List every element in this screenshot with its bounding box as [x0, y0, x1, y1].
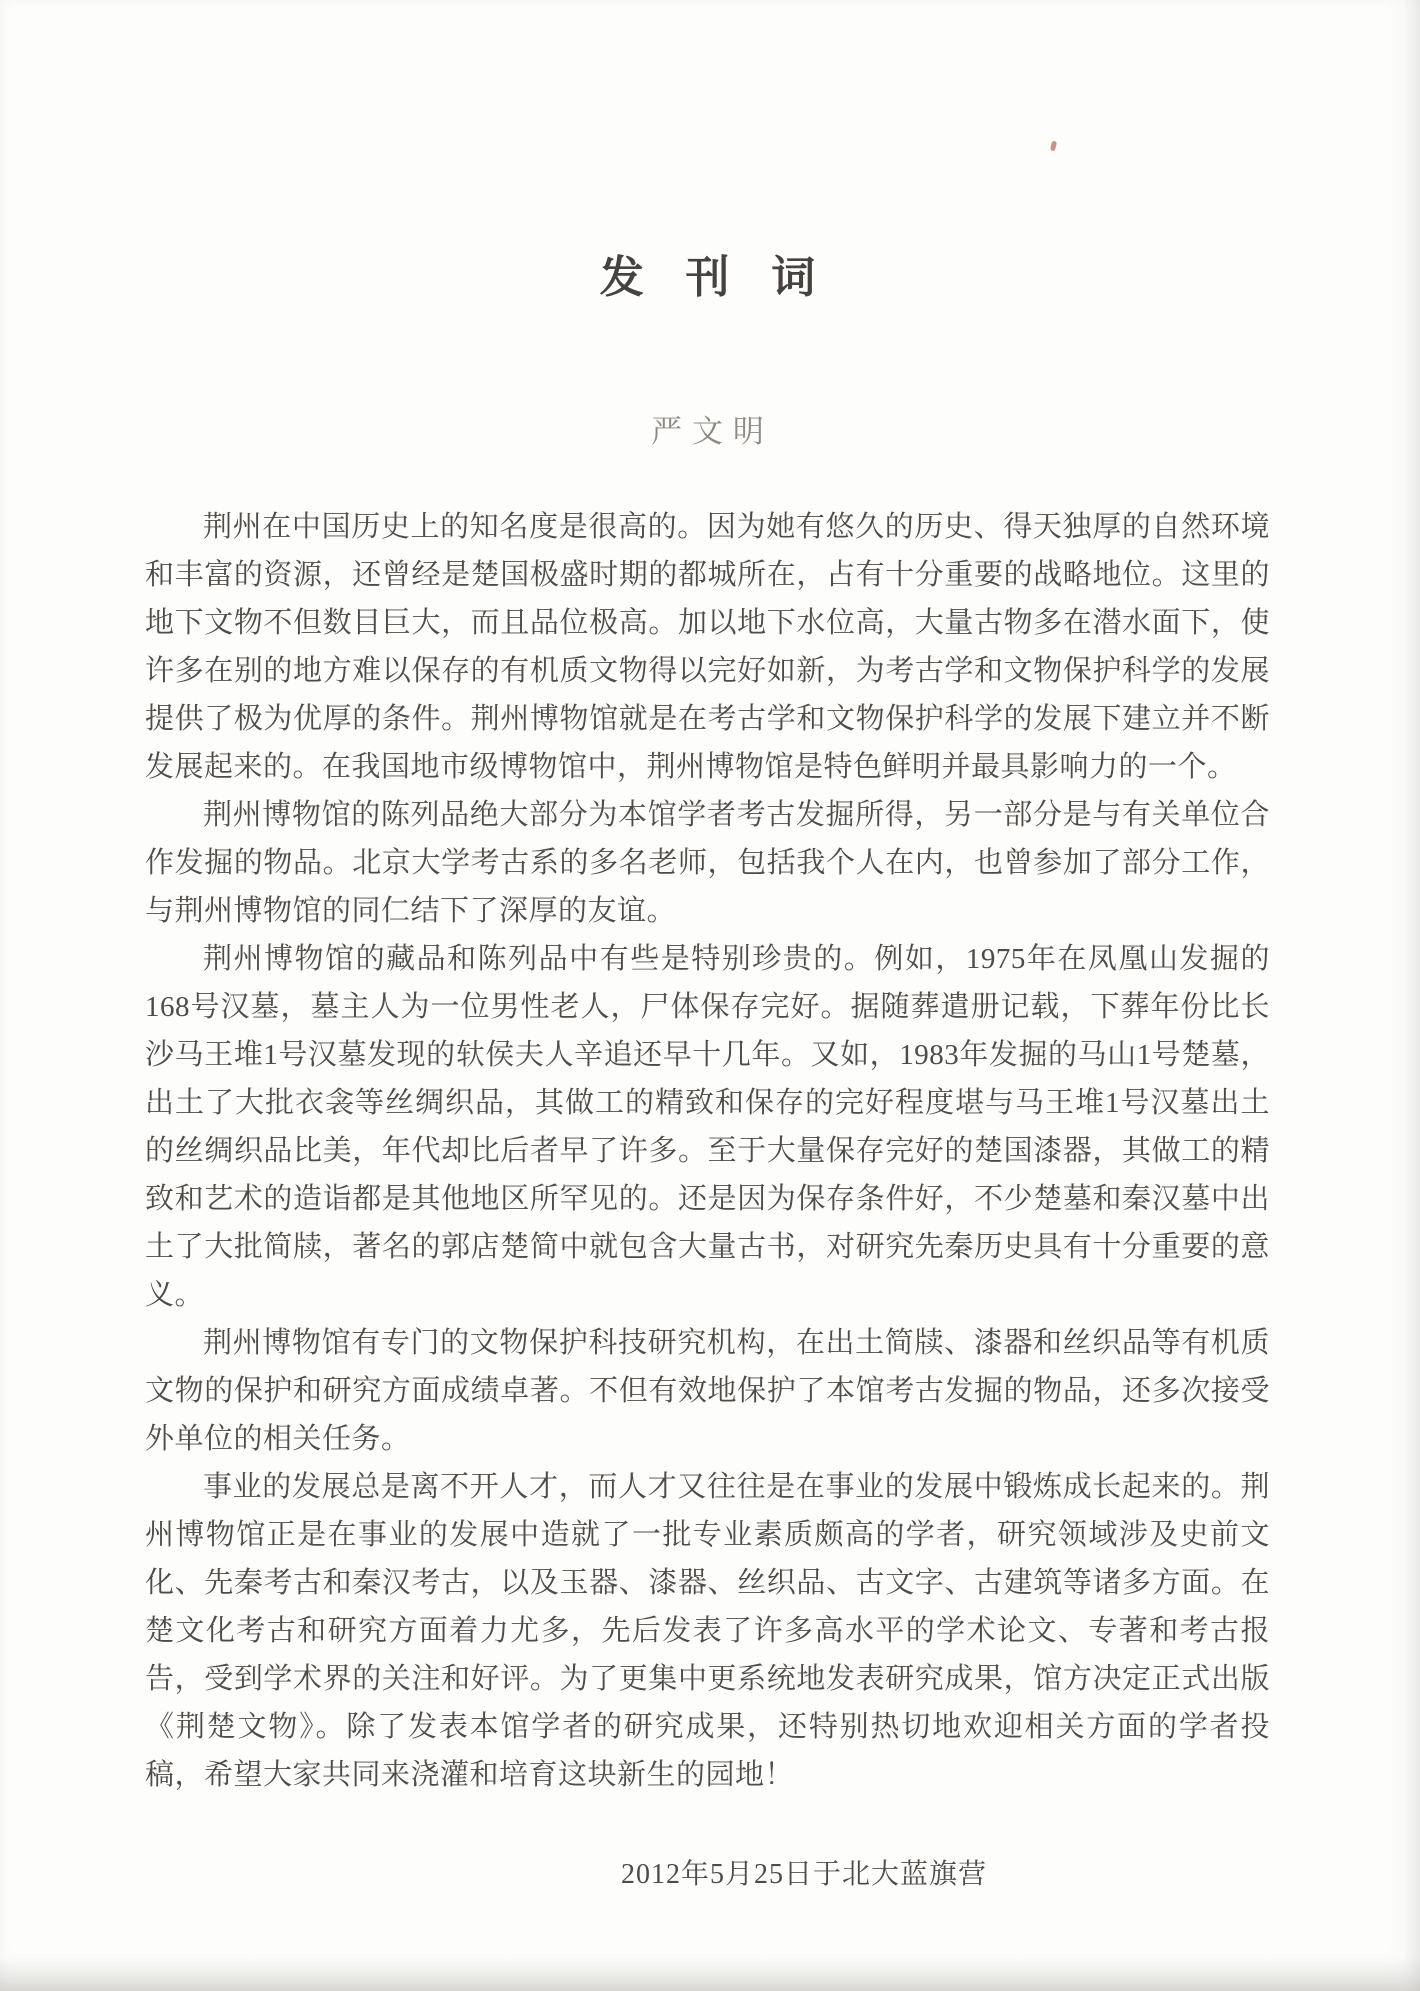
- paragraph: 事业的发展总是离不开人才，而人才又往往是在事业的发展中锻炼成长起来的。荆州博物馆正是在事业的发展中造就了一批专业素质颇高的学者，研究领域涉及史前文化、先秦考古和秦汉考古，以及玉器、漆器、丝织品、古文字、古建筑等诸多方面。在楚文化考古和研究方面着力尤多，先后发表了许多高水平的学术论文、专著和考古报告，受到学术界的关注和好评。为了更集中更系统地发表研究成果，馆方决定正式出版《荆楚文物》。除了发表本馆学者的研究成果，还特别热切地欢迎相关方面的学者投稿，希望大家共同来浇灌和培育这块新生的园地！: [145, 1471, 1270, 1791]
- author-name: 严文明: [651, 414, 774, 449]
- scan-artifact-mark: [1050, 141, 1057, 152]
- dateline: 2012年5月25日于北大蓝旗营: [620, 1859, 987, 1890]
- paragraph: 荆州博物馆的陈列品绝大部分为本馆学者考古发掘所得，另一部分是与有关单位合作发掘的物品。北京大学考古系的多名老师，包括我个人在内，也曾参加了部分工作，与荆州博物馆的同仁结下了深厚的友谊。: [145, 799, 1270, 927]
- page-right-edge-shadow: [1404, 0, 1420, 1991]
- preface-body: [145, 503, 1270, 1799]
- paragraph: 荆州博物馆有专门的文物保护科技研究机构，在出土简牍、漆器和丝织品等有机质文物的保护和研究方面成绩卓著。不但有效地保护了本馆考古发掘的物品，还多次接受外单位的相关任务。: [145, 1327, 1270, 1455]
- page-title: 发刊词: [599, 253, 858, 303]
- page-bottom-edge-shadow: [0, 1957, 1420, 1991]
- paragraph: 荆州博物馆的藏品和陈列品中有些是特别珍贵的。例如，1975年在凤凰山发掘的168号汉墓，墓主人为一位男性老人，尸体保存完好。据随葬遣册记载，下葬年份比长沙马王堆1号汉墓发现的轪侯夫人辛追还早十几年。又如，1983年发掘的马山1号楚墓，出土了大批衣衾等丝绸织品，其做工的精致和保存的完好程度堪与马王堆1号汉墓出土的丝绸织品比美，年代却比后者早了许多。至于大量保存完好的楚国漆器，其做工的精致和艺术的造诣都是其他地区所罕见的。还是因为保存条件好，不少楚墓和秦汉墓中出土了大批简牍，著名的郭店楚简中就包含大量古书，对研究先秦历史具有十分重要的意义。: [145, 943, 1270, 1311]
- paragraph: 荆州在中国历史上的知名度是很高的。因为她有悠久的历史、得天独厚的自然环境和丰富的资源，还曾经是楚国极盛时期的都城所在，占有十分重要的战略地位。这里的地下文物不但数目巨大，而且品位极高。加以地下水位高，大量古物多在潜水面下，使许多在别的地方难以保存的有机质文物得以完好如新，为考古学和文物保护科学的发展提供了极为优厚的条件。荆州博物馆就是在考古学和文物保护科学的发展下建立并不断发展起来的。在我国地市级博物馆中，荆州博物馆是特色鲜明并最具影响力的一个。: [145, 511, 1270, 783]
